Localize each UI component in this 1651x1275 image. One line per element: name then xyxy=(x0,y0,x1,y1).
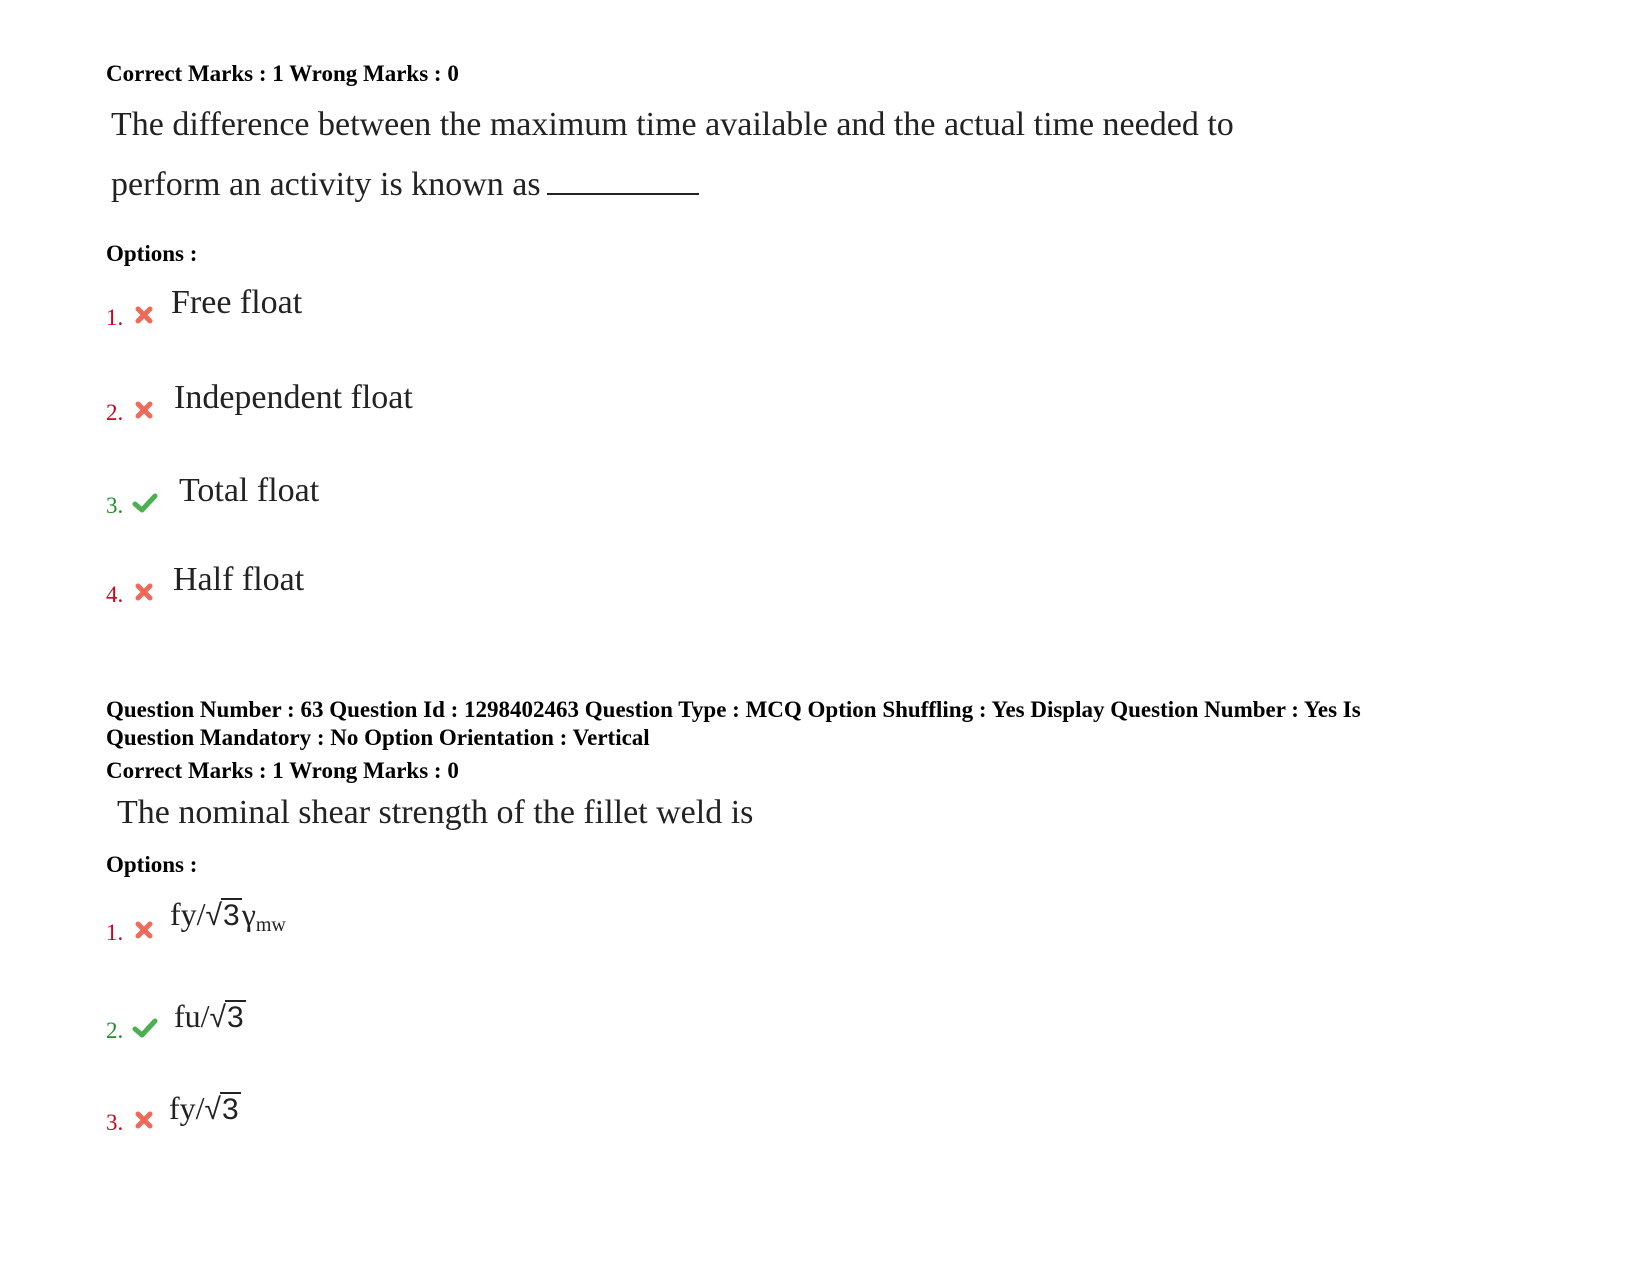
answer-blank xyxy=(547,165,699,195)
option-formula: fu/√3 xyxy=(174,998,244,1034)
option-text: Free float xyxy=(171,284,303,321)
check-icon xyxy=(132,1017,158,1039)
question-text-line-1: The difference between the maximum time available and the actual time needed to xyxy=(111,106,1234,143)
question-header-line-2: Question Mandatory : No Option Orientation : Vertical xyxy=(106,725,650,750)
option-number: 3. xyxy=(106,1110,124,1135)
square-root: √3 xyxy=(209,1001,244,1034)
option-number: 4. xyxy=(106,582,124,607)
option-text: Total float xyxy=(179,472,320,509)
options-label: Options : xyxy=(106,241,198,266)
option-number: 2. xyxy=(106,400,124,425)
square-root: √3 xyxy=(204,1093,239,1126)
marks-line: Correct Marks : 1 Wrong Marks : 0 xyxy=(106,61,459,86)
options-label: Options : xyxy=(106,852,198,877)
option-number: 3. xyxy=(106,493,124,518)
option-number: 2. xyxy=(106,1018,124,1043)
cross-icon xyxy=(133,919,155,941)
cross-icon xyxy=(133,304,155,326)
option-number: 1. xyxy=(106,920,124,945)
cross-icon xyxy=(133,1109,155,1131)
option-formula: $fy/√3\gamma_{mw}$ xyxy=(170,896,286,936)
option-text: Half float xyxy=(173,561,305,598)
cross-icon xyxy=(133,399,155,421)
option-text: Independent float xyxy=(174,379,413,416)
option-number: 1. xyxy=(106,305,124,330)
check-icon xyxy=(132,492,158,514)
square-root: √3 xyxy=(205,899,240,932)
question-header-line-1: Question Number : 63 Question Id : 1298402463 Question Type : MCQ Option Shuffling : Yes Display Question Number : Yes Is xyxy=(106,697,1361,722)
cross-icon xyxy=(133,581,155,603)
question-text-line-2: perform an activity is known as xyxy=(111,155,699,215)
option-formula: fy/√3 xyxy=(169,1090,239,1126)
question-text: The nominal shear strength of the fillet weld is xyxy=(117,794,754,831)
marks-line: Correct Marks : 1 Wrong Marks : 0 xyxy=(106,758,459,783)
